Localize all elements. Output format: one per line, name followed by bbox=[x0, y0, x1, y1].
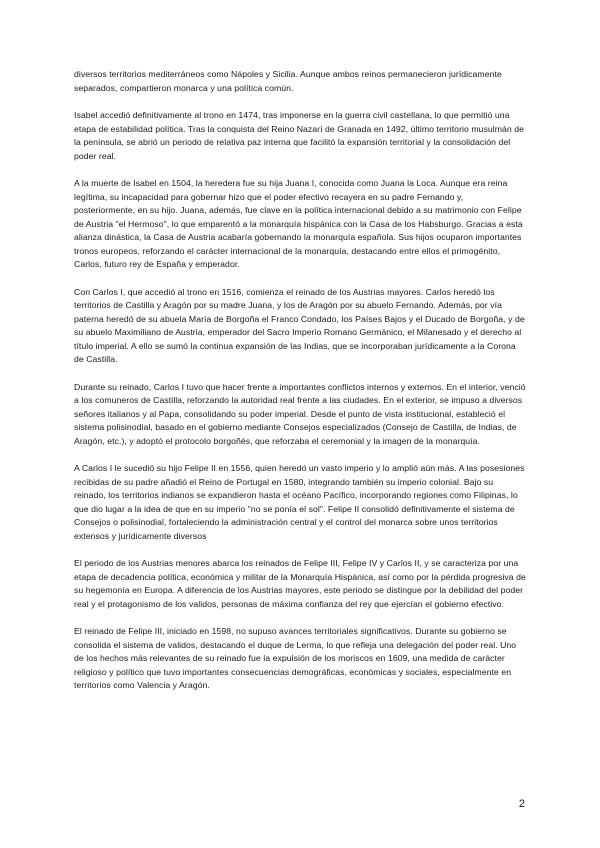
page-number: 2 bbox=[518, 798, 525, 810]
paragraph-1: diversos territorios mediterráneos como Nápoles y Sicilia. Aunque ambos reinos permanecieron jurídicamente separados, compartieron monarca y una política común. bbox=[74, 69, 502, 93]
paragraph-3: A la muerte de Isabel en 1504, la heredera fue su hija Juana I, conocida como Juana la Loca. Aunque era reina legítima, su incapacidad para gobernar hizo que el poder efectivo recayera en su padre Fernando y, posteriormente, en su hijo. Juana, además, fue clave en la política internacional debido a su matrimonio con Felipe de Austria "el Hermoso", lo que emparentó a la monarquía hispánica con la Casa de los Habsburgo. Gracias a esta alianza dinástica, la Casa de Austria acabaría gobernando la monarquía española. Sus hijos ocuparon importantes tronos europeos, reforzando el carácter internacional de la monarquía, destacando entre ellos el primogénito, Carlos, futuro rey de España y emperador. bbox=[74, 178, 523, 269]
paragraph-6: A Carlos I le sucedió su hijo Felipe II en 1556, quien heredó un vasto imperio y lo amplió aún más. A las posesiones recibidas de su padre añadió el Reino de Portugal en 1580, integrando también su imperio colonial. Bajo su reinado, los territorios indianos se expandieron hasta el océano Pacífico, incorporando regiones como Filipinas, lo que dio lugar a la idea de que en su imperio "no se ponía el sol". Felipe II consolidó definitivamente el sistema de Consejos o polisinodial, fortaleciendo la administración central y el control del monarca sobre unos territorios extensos y jurídicamente diversos bbox=[74, 463, 525, 541]
paragraph-4: Con Carlos I, que accedió al trono en 1516, comienza el reinado de los Austrias mayores. Carlos heredó los territorios de Castilla y Aragón por su madre Juana, y los de Aragón por su abuelo Fernando. Además, por vía paterna heredó de su abuela María de Borgoña el Franco Condado, los Países Bajos y el Ducado de Borgoña, y de su abuelo Maximiliano de Austria, emperador del Sacro Imperio Romano Germánico, el Milanesado y el derecho al título imperial. A ello se sumó la continua expansión de las Indias, que se incorporaban jurídicamente a la Corona de Castilla. bbox=[74, 286, 525, 364]
paragraph-2: Isabel accedió definitivamente al trono en 1474, tras imponerse en la guerra civil castellana, lo que permitió una etapa de estabilidad política. Tras la conquista del Reino Nazarí de Granada en 1492, último territorio musulmán de la península, se abrió un periodo de relativa paz interna que facilitó la expansión territorial y la consolidación del poder real. bbox=[74, 110, 525, 161]
paragraph-8: El reinado de Felipe III, iniciado en 1598, no supuso avances territoriales significativos. Durante su gobierno se consolida el sistema de validos, destacando el duque de Lerma, lo que refleja una delegación del poder real. Uno de los hechos más relevantes de su reinado fue la expulsión de los moriscos en 1609, una medida de carácter religioso y político que tuvo importantes consecuencias demográficas, económicas y sociales, especialmente en territorios como Valencia y Aragón. bbox=[74, 626, 517, 690]
paragraph-7: El periodo de los Austrias menores abarca los reinados de Felipe III, Felipe IV y Carlos II, y se caracteriza por una etapa de decadencia política, económica y militar de la Monarquía Hispánica, así como por la pérdida progresiva de su hegemonía en Europa. A diferencia de los Austrias mayores, este periodo se distingue por la debilidad del poder real y el protagonismo de los validos, personas de máxima confianza del rey que ejercían el gobierno efectivo. bbox=[74, 558, 526, 609]
paragraph-5: Durante su reinado, Carlos I tuvo que hacer frente a importantes conflictos internos y externos. En el interior, venció a los comuneros de Castilla, reforzando la autoridad real frente a las ciudades. En el exterior, se impuso a diversos señores italianos y al Papa, consolidando su poder imperial. Desde el punto de vista institucional, estableció el sistema polisinodial, basado en el gobierno mediante Consejos especializados (Consejo de Castilla, de Indias, de Aragón, etc.), y adoptó el protocolo borgoñés, que reforzaba el ceremonial y la imagen de la monarquía. bbox=[74, 381, 526, 446]
